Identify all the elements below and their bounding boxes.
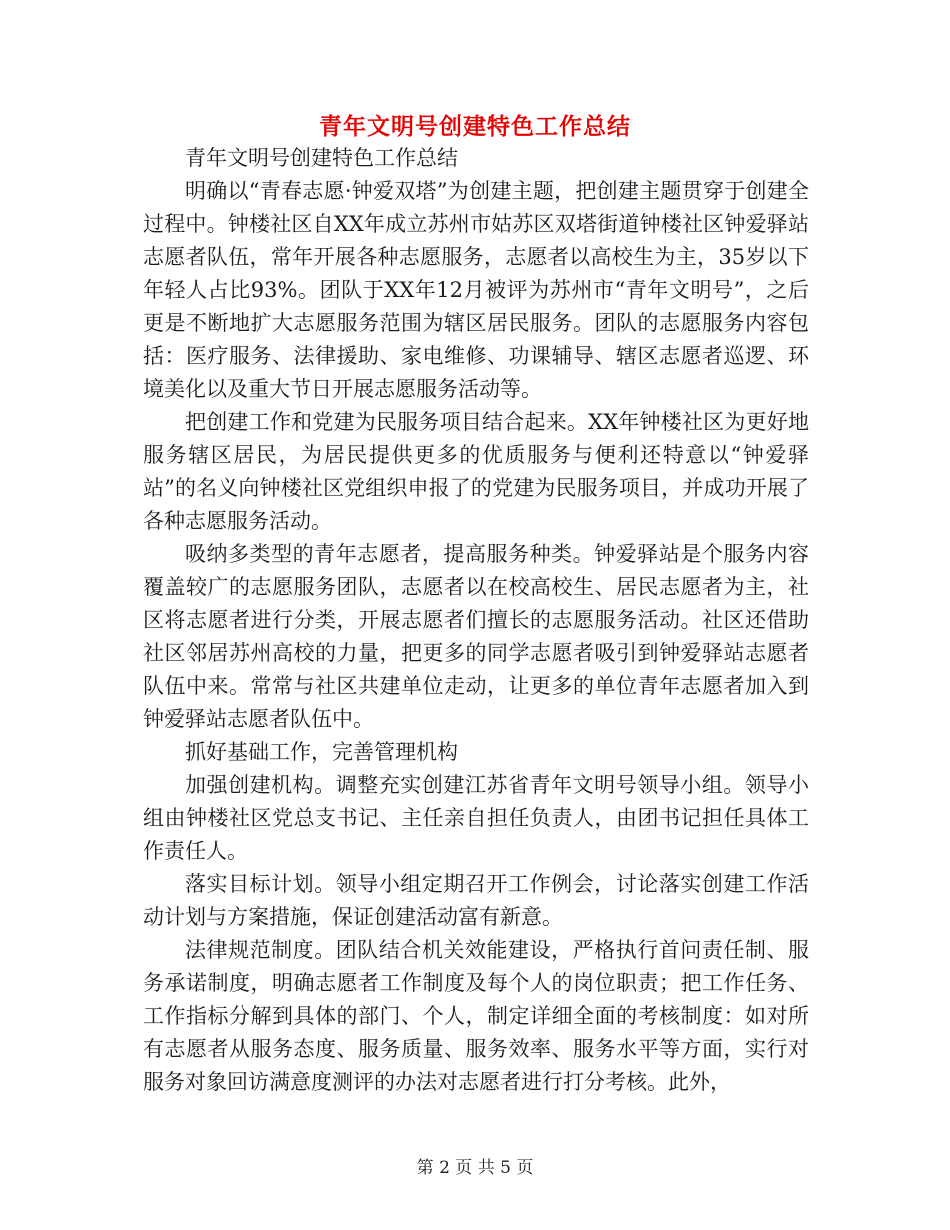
body-paragraph: 落实目标计划。领导小组定期召开工作例会，讨论落实创建工作活动计划与方案措施，保证创建活动富有新意。 xyxy=(143,872,809,929)
page-title: 青年文明号创建特色工作总结 xyxy=(319,114,631,140)
section-heading: 抓好基础工作，完善管理机构 xyxy=(185,740,458,764)
body-paragraph: 法律规范制度。团队结合机关效能建设，严格执行首问责任制、服务承诺制度，明确志愿者工作制度及每个人的岗位职责；把工作任务、工作指标分解到具体的部门、个人，制定详细全面的考核制度：如对所有志愿者从服务态度、服务质量、服务效率、服务水平等方面，实行对服务对象回访满意度测评的办法对志愿者进行打分考核。此外， xyxy=(143,938,809,1094)
body-paragraph: 加强创建机构。调整充实创建江苏省青年文明号领导小组。领导小组由钟楼社区党总支书记、主任亲自担任负责人，由团书记担任具体工作责任人。 xyxy=(143,773,809,863)
subtitle-paragraph: 青年文明号创建特色工作总结 xyxy=(185,146,458,170)
body-paragraph: 把创建工作和党建为民服务项目结合起来。XX年钟楼社区为更好地服务辖区居民，为居民提供更多的优质服务与便利还特意以“钟爱驿站”的名义向钟楼社区党组织申报了的党建为民服务项目，并成功开展了各种志愿服务活动。 xyxy=(143,410,809,533)
document-body xyxy=(143,142,809,1099)
body-paragraph: 明确以“青春志愿·钟爱双塔”为创建主题，把创建主题贯穿于创建全过程中。钟楼社区自XX年成立苏州市姑苏区双塔街道钟楼社区钟爱驿站志愿者队伍，常年开展各种志愿服务，志愿者以高校生为主，35岁以下年轻人占比93%。团队于XX年12月被评为苏州市“青年文明号”，之后更是不断地扩大志愿服务范围为辖区居民服务。团队的志愿服务内容包括：医疗服务、法律援助、家电维修、功课辅导、辖区志愿者巡逻、环境美化以及重大节日开展志愿服务活动等。 xyxy=(143,179,809,401)
page-number-footer: 第 2 页 共 5 页 xyxy=(416,1158,534,1178)
body-paragraph: 吸纳多类型的青年志愿者，提高服务种类。钟爱驿站是个服务内容覆盖较广的志愿服务团队，志愿者以在校高校生、居民志愿者为主，社区将志愿者进行分类，开展志愿者们擅长的志愿服务活动。社区还借助社区邻居苏州高校的力量，把更多的同学志愿者吸引到钟爱驿站志愿者队伍中来。常常与社区共建单位走动，让更多的单位青年志愿者加入到钟爱驿站志愿者队伍中。 xyxy=(143,542,809,731)
